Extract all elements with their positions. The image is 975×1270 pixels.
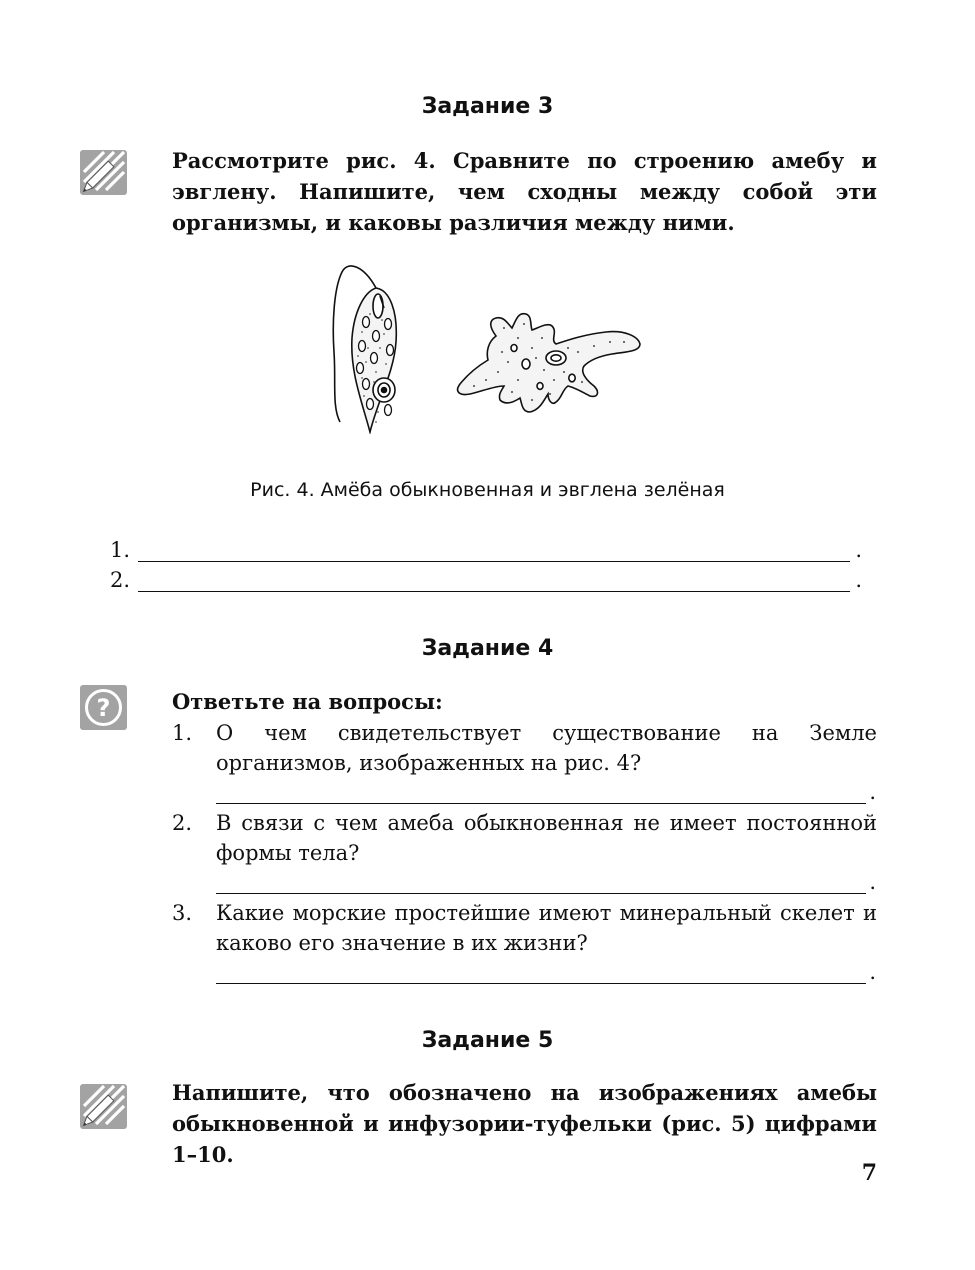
answer-line-q2[interactable] <box>216 870 876 898</box>
answer-number: 1. <box>110 538 131 562</box>
answer-end-mark: . <box>869 870 876 894</box>
amoeba-drawing <box>458 314 640 412</box>
question-1 <box>172 718 877 778</box>
task3-instruction: Рассмотрите рис. 4. Сравните по строению амебу и эвглену. Напишите, чем сходны между собой эти организмы, и каковы различия между ними. <box>172 148 877 235</box>
task5-instruction: Напишите, что обозначено на изображениях амебы обыкновенной и инфузории-туфельки (рис. 5) цифрами 1–10. <box>172 1080 877 1167</box>
task4-heading: Задание 4 <box>421 636 554 661</box>
question-number: 2. <box>172 811 193 835</box>
page-number: 7 <box>861 1160 877 1186</box>
task5-heading: Задание 5 <box>421 1028 554 1053</box>
pencil-write-icon <box>80 1084 127 1129</box>
answer-line-q3[interactable] <box>216 960 876 988</box>
answer-rule <box>138 591 850 592</box>
answer-rule <box>216 893 866 894</box>
svg-text:?: ? <box>96 694 111 722</box>
task3-heading: Задание 3 <box>421 94 554 119</box>
question-text: В связи с чем амеба обыкновенная не имеет постоянной формы тела? <box>216 811 877 865</box>
answer-rule <box>216 803 866 804</box>
answer-end-mark: . <box>855 568 862 592</box>
answer-number: 2. <box>110 568 131 592</box>
answer-line-q1[interactable] <box>216 780 876 808</box>
answer-rule <box>138 561 850 562</box>
answer-line-2[interactable] <box>110 568 862 596</box>
figure-4-caption: Рис. 4. Амёба обыкновенная и эвглена зелёная <box>250 479 725 501</box>
question-number: 3. <box>172 901 193 925</box>
pencil-write-icon <box>80 150 127 195</box>
question-text: О чем свидетельствует существование на Земле организмов, изображенных на рис. 4? <box>216 721 877 775</box>
answer-end-mark: . <box>869 780 876 804</box>
answer-line-1[interactable] <box>110 538 862 566</box>
figure-4-illustration <box>318 262 648 434</box>
question-icon <box>80 685 127 730</box>
answer-end-mark: . <box>855 538 862 562</box>
question-number: 1. <box>172 721 193 745</box>
question-2 <box>172 808 877 868</box>
question-text: Какие морские простейшие имеют минеральный скелет и каково его значение в их жизни? <box>216 901 877 955</box>
task4-instruction: Ответьте на вопросы: <box>172 689 443 714</box>
answer-end-mark: . <box>869 960 876 984</box>
question-3 <box>172 898 877 958</box>
answer-rule <box>216 983 866 984</box>
